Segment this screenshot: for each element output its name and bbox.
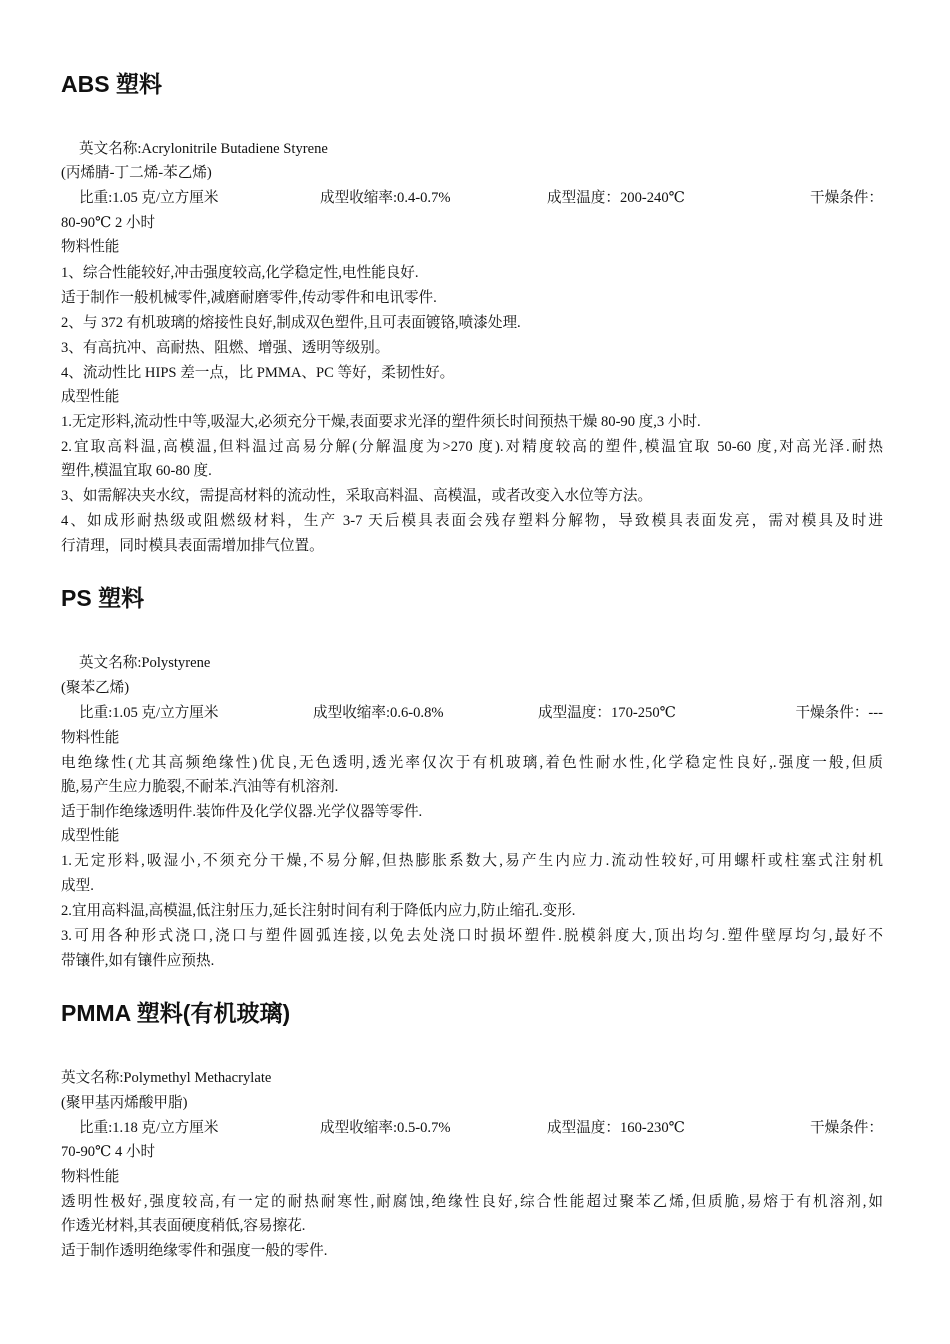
material-line: 脆,易产生应力脆裂,不耐苯.汽油等有机溶剂. bbox=[61, 779, 339, 795]
section-title-pmma: PMMA 塑料(有机玻璃) bbox=[61, 1000, 291, 1026]
property-row bbox=[61, 703, 883, 723]
molding-line: 塑件,模温宜取 60-80 度. bbox=[61, 463, 212, 479]
material-line: 2、与 372 有机玻璃的熔接性良好,制成双色塑件,且可表面镀铬,喷漆处理. bbox=[61, 315, 521, 331]
density: 比重:1.18 克/立方厘米 bbox=[79, 1120, 219, 1136]
drying-label: 干燥条件：--- bbox=[795, 705, 883, 721]
molding-heading: 成型性能 bbox=[61, 389, 120, 405]
molding-line: 2.宜取高料温,高模温,但料温过高易分解(分解温度为>270 度).对精度较高的塑件,模温宜取 50-60 度,对高光泽.耐热 bbox=[61, 439, 883, 455]
drying-label: 干燥条件： bbox=[810, 1120, 883, 1136]
molding-line: 2.宜用高料温,高模温,低注射压力,延长注射时间有利于降低内应力,防止缩孔.变形. bbox=[61, 903, 576, 919]
material-line: 适于制作透明绝缘零件和强度一般的零件. bbox=[61, 1243, 328, 1259]
molding-line: 4、如成形耐热级或阻燃级材料，生产 3-7 天后模具表面会残存塑料分解物，导致模具表面发亮，需对模具及时进 bbox=[61, 513, 883, 529]
drying-value: 80-90℃ 2 小时 bbox=[61, 215, 156, 231]
molding-line: 3、如需解决夹水纹，需提高材料的流动性，采取高料温、高模温，或者改变入水位等方法。 bbox=[61, 488, 653, 504]
drying-value: 70-90℃ 4 小时 bbox=[61, 1144, 156, 1160]
molding-line: 成型. bbox=[61, 878, 94, 894]
molding-temperature: 成型温度：200-240℃ bbox=[547, 190, 685, 206]
molding-heading: 成型性能 bbox=[61, 828, 120, 844]
material-line: 1、综合性能较好,冲击强度较高,化学稳定性,电性能良好. bbox=[61, 265, 419, 281]
material-line: 作透光材料,其表面硬度稍低,容易擦花. bbox=[61, 1218, 306, 1234]
shrinkage: 成型收缩率:0.4-0.7% bbox=[320, 190, 451, 206]
english-name: 英文名称:Polystyrene bbox=[79, 655, 211, 671]
material-line: 透明性极好,强度较高,有一定的耐热耐寒性,耐腐蚀,绝缘性良好,综合性能超过聚苯乙烯,但质脆,易熔于有机溶剂,如 bbox=[61, 1194, 883, 1210]
molding-temperature: 成型温度：170-250℃ bbox=[538, 705, 676, 721]
molding-line: 3.可用各种形式浇口,浇口与塑件圆弧连接,以免去处浇口时损坏塑件.脱模斜度大,顶出均匀.塑件壁厚均匀,最好不 bbox=[61, 928, 883, 944]
material-heading: 物料性能 bbox=[61, 1169, 120, 1185]
section-title-ps: PS 塑料 bbox=[61, 585, 145, 611]
molding-line: 带镶件,如有镶件应预热. bbox=[61, 953, 215, 969]
density: 比重:1.05 克/立方厘米 bbox=[79, 190, 219, 206]
drying-label: 干燥条件： bbox=[810, 190, 883, 206]
molding-line: 1.无定形料,流动性中等,吸湿大,必须充分干燥,表面要求光泽的塑件须长时间预热干燥 80-90 度,3 小时. bbox=[61, 414, 701, 430]
english-name: 英文名称:Acrylonitrile Butadiene Styrene bbox=[79, 141, 328, 157]
molding-line: 行清理，同时模具表面需增加排气位置。 bbox=[61, 538, 324, 554]
shrinkage: 成型收缩率:0.6-0.8% bbox=[313, 705, 444, 721]
material-line: 适于制作一般机械零件,减磨耐磨零件,传动零件和电讯零件. bbox=[61, 290, 437, 306]
chinese-name: (丙烯腈-丁二烯-苯乙烯) bbox=[61, 165, 212, 181]
section-title-abs: ABS 塑料 bbox=[61, 71, 162, 97]
material-heading: 物料性能 bbox=[61, 730, 120, 746]
molding-line: 1.无定形料,吸湿小,不须充分干燥,不易分解,但热膨胀系数大,易产生内应力.流动性较好,可用螺杆或柱塞式注射机 bbox=[61, 853, 883, 869]
chinese-name: (聚苯乙烯) bbox=[61, 680, 130, 696]
material-heading: 物料性能 bbox=[61, 239, 120, 255]
shrinkage: 成型收缩率:0.5-0.7% bbox=[320, 1120, 451, 1136]
english-name: 英文名称:Polymethyl Methacrylate bbox=[61, 1070, 272, 1086]
material-line: 电绝缘性(尤其高频绝缘性)优良,无色透明,透光率仅次于有机玻璃,着色性耐水性,化学稳定性良好,.强度一般,但质 bbox=[61, 755, 883, 771]
property-row bbox=[61, 1118, 883, 1138]
material-line: 4、流动性比 HIPS 差一点，比 PMMA、PC 等好，柔韧性好。 bbox=[61, 365, 455, 381]
material-line: 3、有高抗冲、高耐热、阻燃、增强、透明等级别。 bbox=[61, 340, 390, 356]
material-line: 适于制作绝缘透明件.装饰件及化学仪器.光学仪器等零件. bbox=[61, 804, 423, 820]
density: 比重:1.05 克/立方厘米 bbox=[79, 705, 219, 721]
chinese-name: (聚甲基丙烯酸甲脂) bbox=[61, 1095, 188, 1111]
property-row bbox=[61, 188, 883, 208]
molding-temperature: 成型温度：160-230℃ bbox=[547, 1120, 685, 1136]
